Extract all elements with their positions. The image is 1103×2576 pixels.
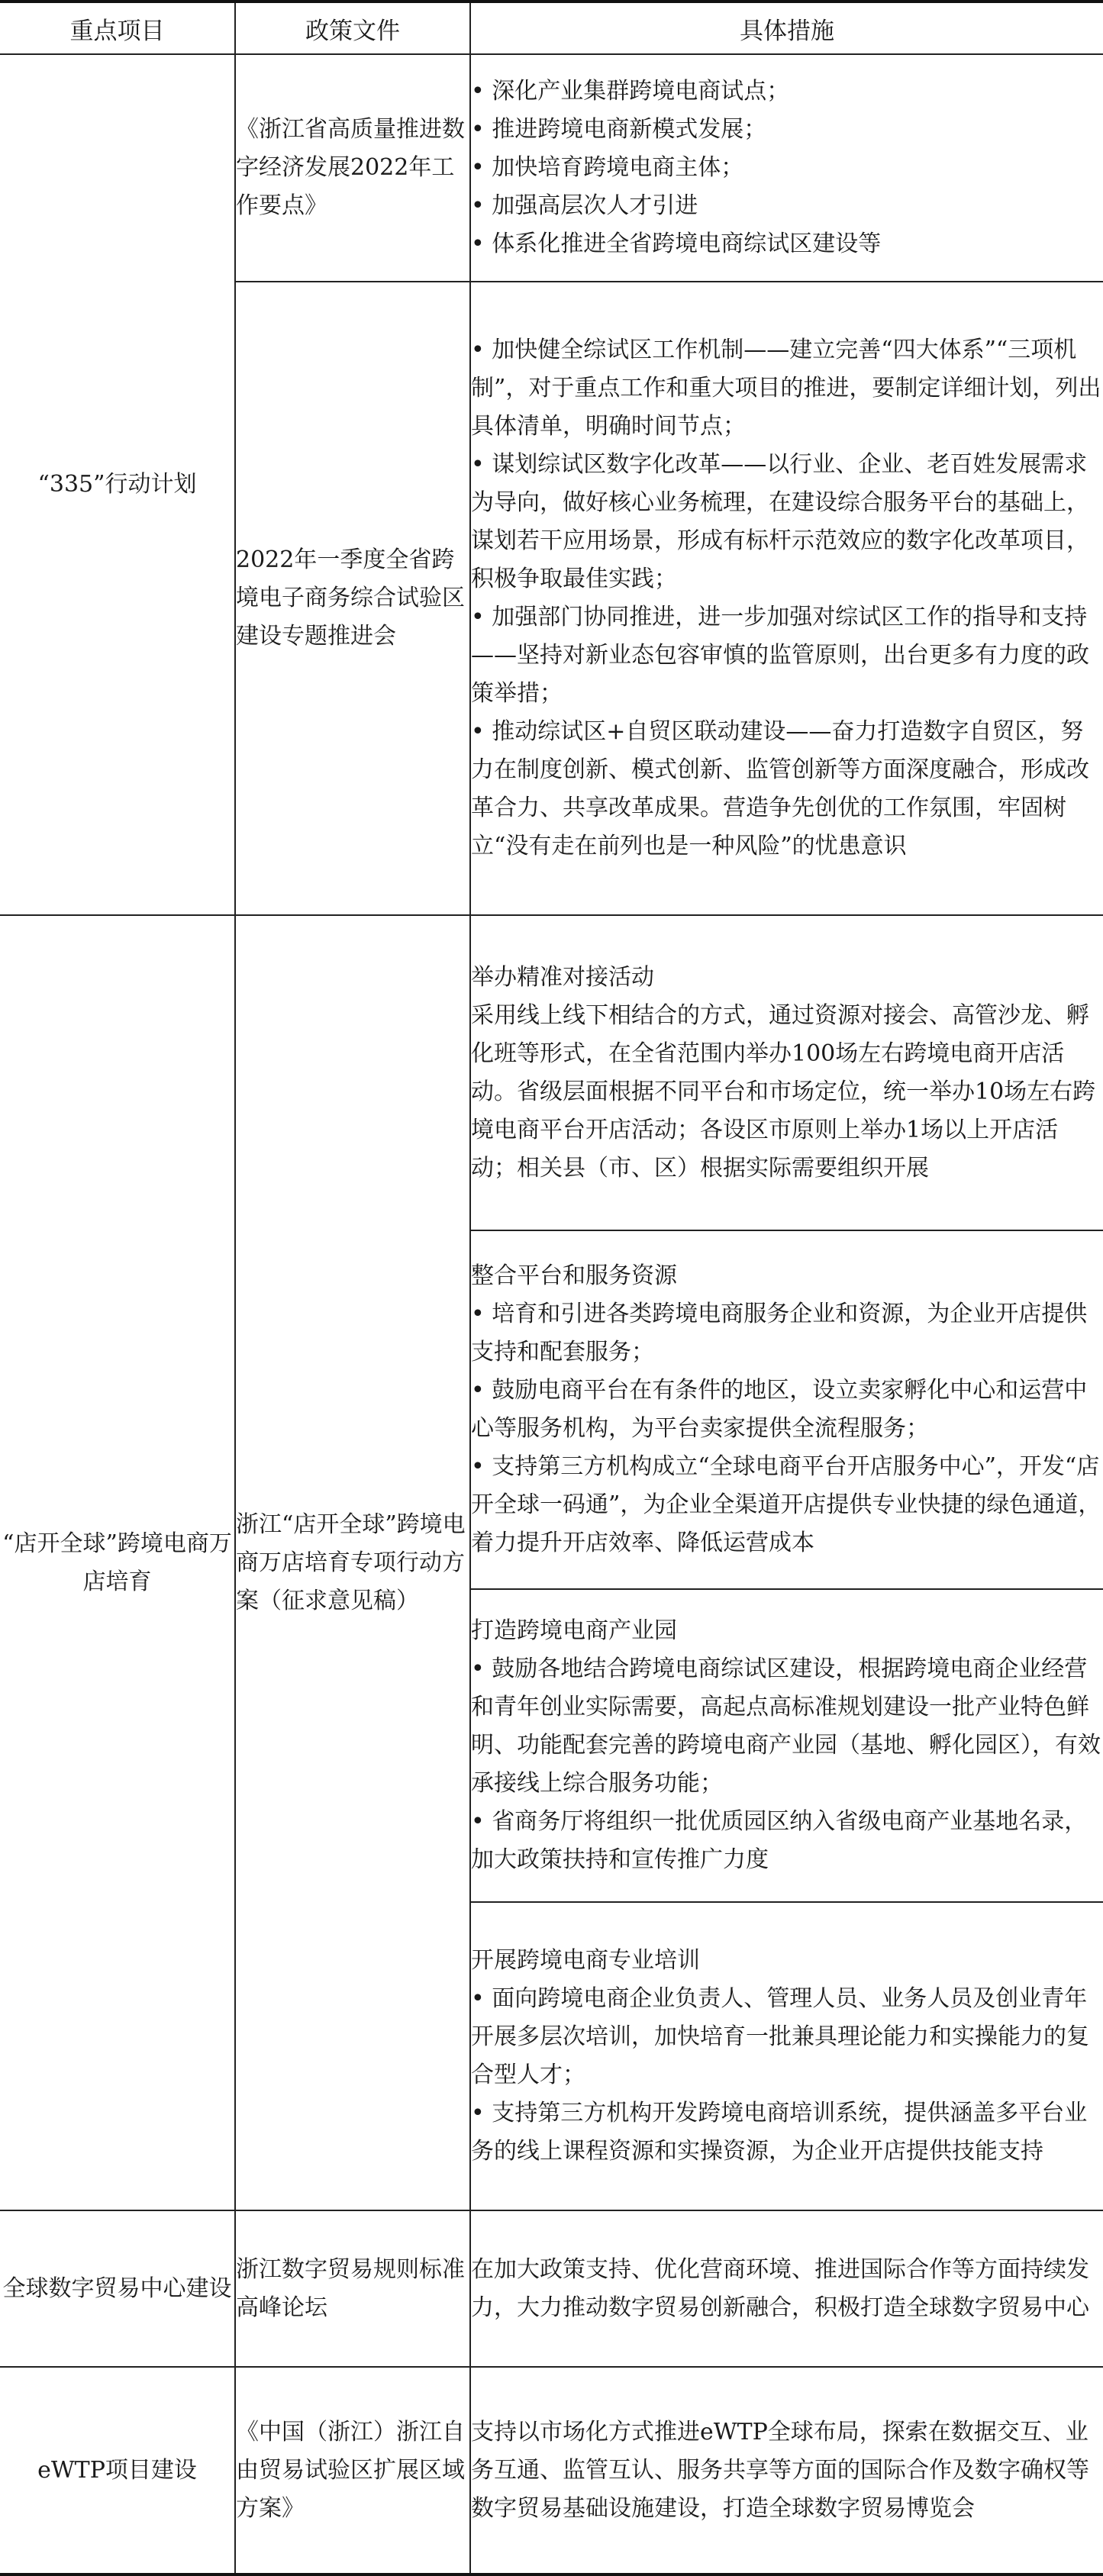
key-project-cell: eWTP项目建设 [0, 2367, 235, 2574]
measure-line: • 培育和引进各类跨境电商服务企业和资源，为企业开店提供支持和配套服务； [471, 1301, 1088, 1365]
key-project-cell: “335”行动计划 [0, 54, 235, 915]
measure-line: • 面向跨境电商企业负责人、管理人员、业务人员及创业青年开展多层次培训，加快培育一批兼具理论能力和实操能力的复合型人才； [471, 1985, 1089, 2088]
measure-heading: 开展跨境电商专业培训 [471, 1947, 700, 1974]
header-key-project: 重点项目 [0, 2, 235, 54]
table-row [0, 54, 1103, 282]
measure-line: 在加大政策支持、优化营商环境、推进国际合作等方面持续发力，大力推动数字贸易创新融合，积极打造全球数字贸易中心 [471, 2255, 1089, 2321]
measure-line: • 省商务厅将组织一批优质园区纳入省级电商产业基地名录，加大政策扶持和宣传推广力度 [471, 1808, 1088, 1873]
measures-cell [470, 2210, 1103, 2367]
measure-line: • 加强高层次人才引进 [471, 192, 698, 219]
table-row [0, 915, 1103, 1230]
measures-cell [470, 54, 1103, 282]
measure-line: 支持以市场化方式推进eWTP全球布局，探索在数据交互、业务互通、监管互认、服务共享等方面的国际合作及数字确权等数字贸易基础设施建设，打造全球数字贸易博览会 [471, 2418, 1089, 2522]
measure-line: • 推进跨境电商新模式发展； [471, 116, 767, 143]
policy-document-cell: 《中国（浙江）浙江自由贸易试验区扩展区域方案》 [235, 2367, 470, 2574]
measure-line: 采用线上线下相结合的方式，通过资源对接会、高管沙龙、孵化班等形式，在全省范围内举办100场左右跨境电商开店活动。省级层面根据不同平台和市场定位，统一举办10场左右跨境电商平台开店活动；各设区市原则上举办1场以上开店活动；相关县（市、区）根据实际需要组织开展 [471, 1001, 1096, 1182]
measure-line: • 体系化推进全省跨境电商综试区建设等 [471, 231, 882, 257]
header-policy-document: 政策文件 [235, 2, 470, 54]
header-specific-measures: 具体措施 [470, 2, 1103, 54]
measure-line: • 鼓励电商平台在有条件的地区，设立卖家孵化中心和运营中心等服务机构，为平台卖家提供全流程服务； [471, 1377, 1088, 1442]
measures-cell [470, 282, 1103, 915]
measures-cell [470, 1902, 1103, 2210]
measure-heading: 打造跨境电商产业园 [471, 1617, 677, 1644]
header-row [0, 2, 1103, 54]
measures-cell [470, 1589, 1103, 1902]
measure-line: • 推动综试区+自贸区联动建设——奋力打造数字自贸区，努力在制度创新、模式创新、监管创新等方面深度融合，形成改革合力、共享改革成果。营造争先创优的工作氛围，牢固树立“没有走在前列也是一种风险”的忧患意识 [471, 718, 1089, 859]
measure-line: • 支持第三方机构成立“全球电商平台开店服务中心”，开发“店开全球一码通”，为企业全渠道开店提供专业快捷的绿色通道，着力提升开店效率、降低运营成本 [471, 1453, 1101, 1556]
measure-line: • 加快健全综试区工作机制——建立完善“四大体系”“三项机制”，对于重点工作和重大项目的推进，要制定详细计划，列出具体清单，明确时间节点； [471, 337, 1101, 440]
policy-document-cell: 浙江“店开全球”跨境电商万店培育专项行动方案（征求意见稿） [235, 915, 470, 2210]
measure-line: • 支持第三方机构开发跨境电商培训系统，提供涵盖多平台业务的线上课程资源和实操资源，为企业开店提供技能支持 [471, 2100, 1088, 2165]
measure-heading: 举办精准对接活动 [471, 963, 654, 991]
measure-line: • 加强部门协同推进，进一步加强对综试区工作的指导和支持——坚持对新业态包容审慎的监管原则，出台更多有力度的政策举措； [471, 604, 1089, 707]
policy-document-cell: 2022年一季度全省跨境电子商务综合试验区建设专题推进会 [235, 282, 470, 915]
measures-cell [470, 2367, 1103, 2574]
key-project-cell: 全球数字贸易中心建设 [0, 2210, 235, 2367]
table-row [0, 2210, 1103, 2367]
measure-line: • 深化产业集群跨境电商试点； [471, 78, 790, 105]
measure-heading: 整合平台和服务资源 [471, 1262, 677, 1289]
measures-cell [470, 915, 1103, 1230]
measure-line: • 谋划综试区数字化改革——以行业、企业、老百姓发展需求为导向，做好核心业务梳理，在建设综合服务平台的基础上，谋划若干应用场景，形成有标杆示范效应的数字化改革项目，积极争取最佳实践； [471, 451, 1089, 592]
key-project-cell: “店开全球”跨境电商万店培育 [0, 915, 235, 2210]
measure-line: • 鼓励各地结合跨境电商综试区建设，根据跨境电商企业经营和青年创业实际需要，高起点高标准规划建设一批产业特色鲜明、功能配套完善的跨境电商产业园（基地、孵化园区），有效承接线上综合服务功能； [471, 1656, 1101, 1797]
measure-line: • 加快培育跨境电商主体； [471, 154, 744, 181]
measures-cell [470, 1230, 1103, 1589]
table-row [0, 2367, 1103, 2574]
policy-document-cell: 浙江数字贸易规则标准高峰论坛 [235, 2210, 470, 2367]
policy-document-cell: 《浙江省高质量推进数字经济发展2022年工作要点》 [235, 54, 470, 282]
